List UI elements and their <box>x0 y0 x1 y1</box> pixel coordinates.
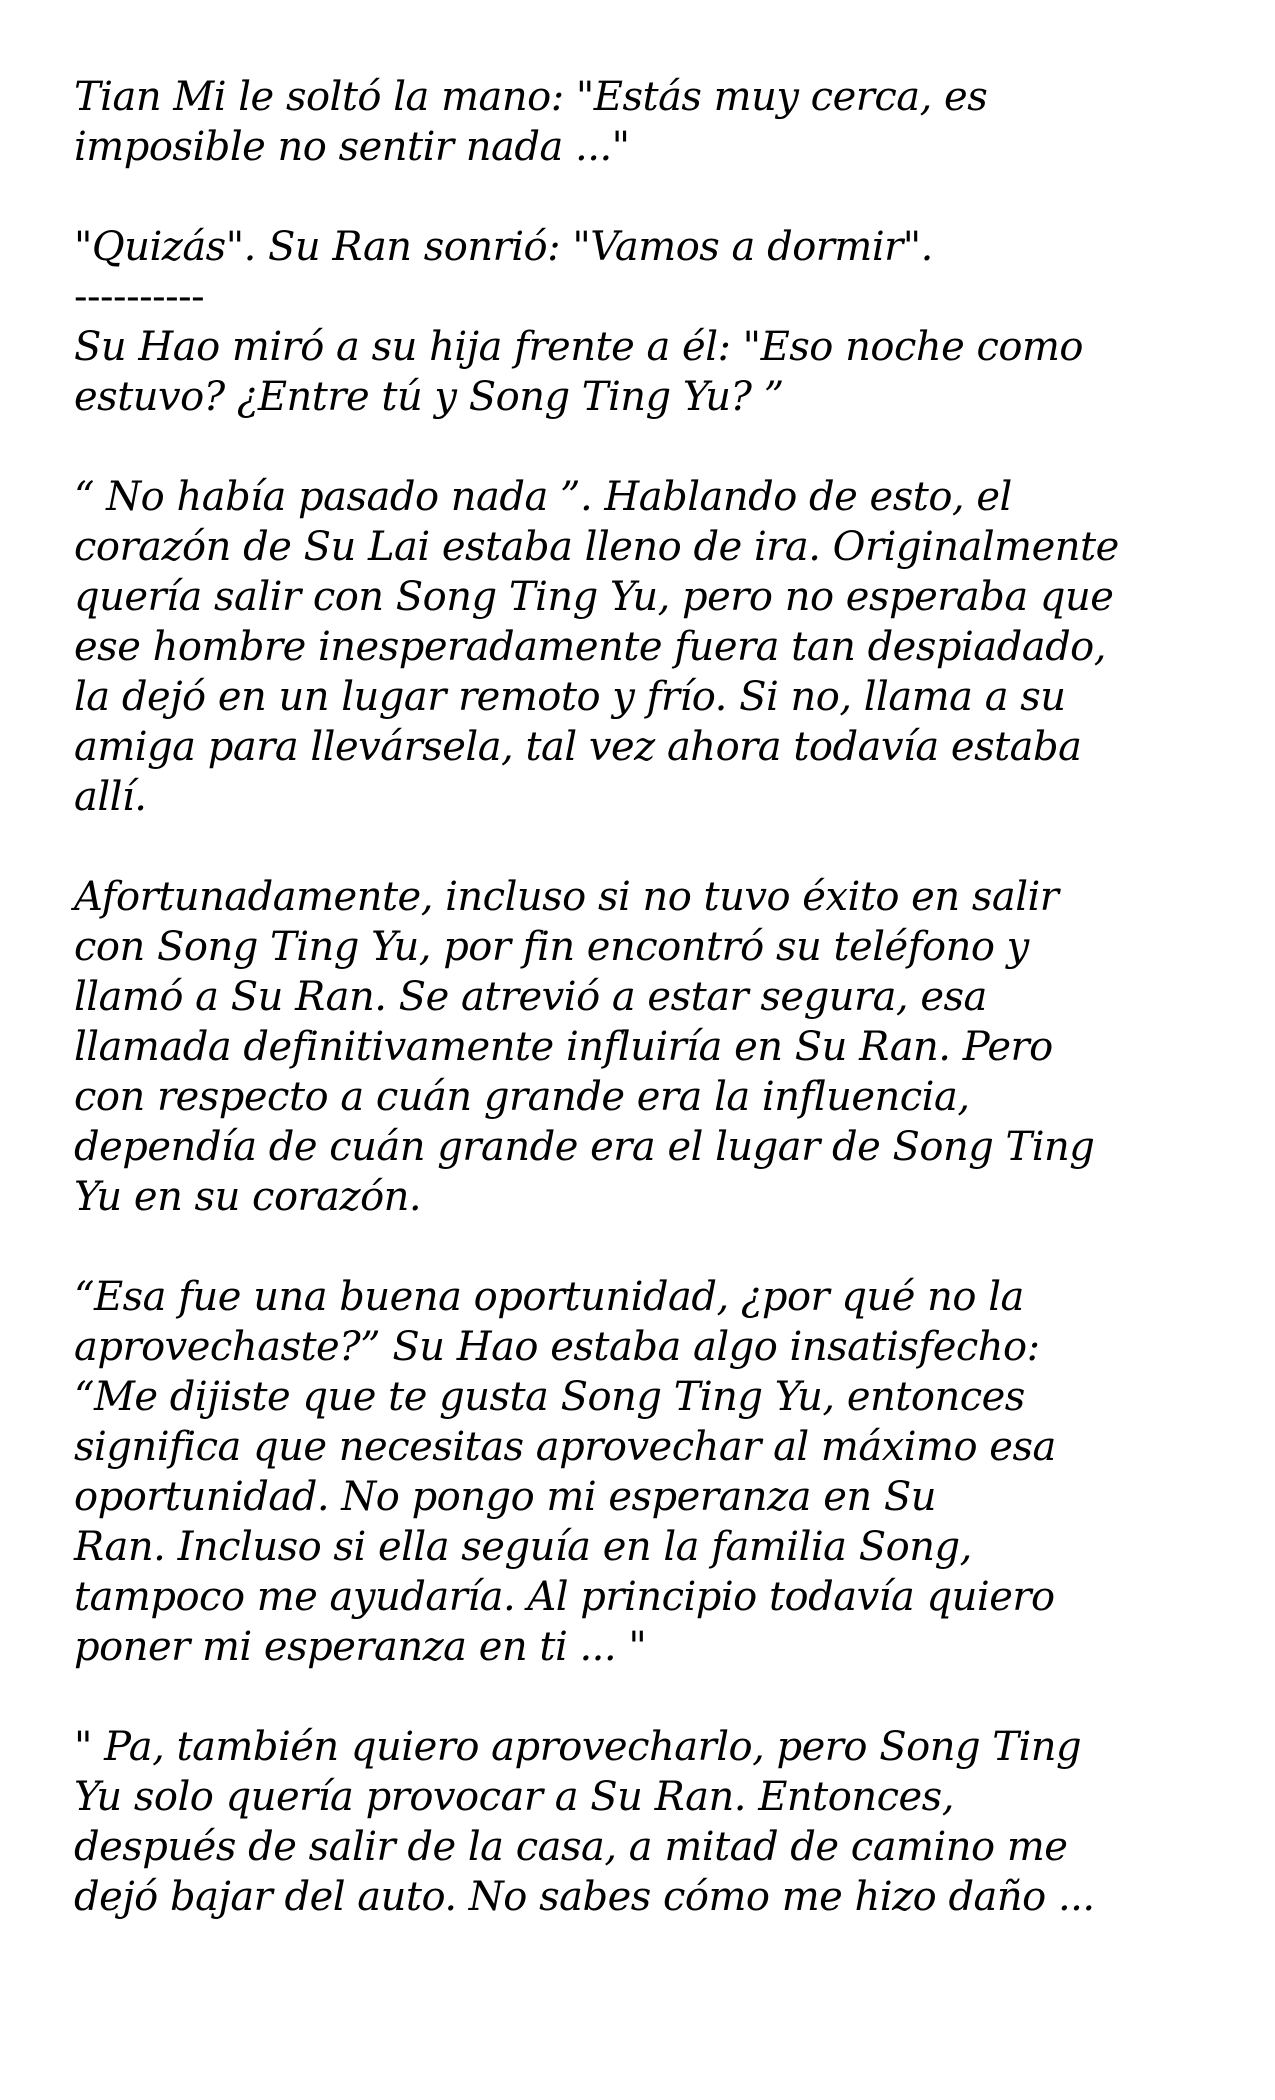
text-line: después de salir de la casa, a mitad de camino me <box>74 1824 1068 1870</box>
text-line: allí. <box>74 774 147 820</box>
paragraph-gap <box>74 1222 1224 1272</box>
text-line: dependía de cuán grande era el lugar de Song Ting <box>74 1124 1095 1170</box>
text-line: “Me dijiste que te gusta Song Ting Yu, entonces <box>74 1374 1025 1420</box>
text-line: Yu en su corazón. <box>74 1174 422 1220</box>
paragraph-gap <box>74 422 1224 472</box>
text-line: llamada definitivamente influiría en Su Ran. Pero <box>74 1024 1053 1070</box>
text-line: Tian Mi le soltó la mano: "Estás muy cerca, es <box>74 74 988 120</box>
paragraph-gap <box>74 822 1224 872</box>
document-page <box>74 72 1224 1922</box>
text-line: significa que necesitas aprovechar al máximo esa <box>74 1424 1056 1470</box>
text-line: Ran. Incluso si ella seguía en la familia Song, <box>74 1524 972 1570</box>
text-line: llamó a Su Ran. Se atrevió a estar segura, esa <box>74 974 987 1020</box>
text-line: con respecto a cuán grande era la influencia, <box>74 1074 970 1120</box>
paragraph-4 <box>74 472 1224 822</box>
text-line: corazón de Su Lai estaba lleno de ira. Originalmente <box>74 524 1119 570</box>
text-line: Yu solo quería provocar a Su Ran. Entonces, <box>74 1774 954 1820</box>
text-line: quería salir con Song Ting Yu, pero no esperaba que <box>74 574 1114 620</box>
paragraph-1 <box>74 72 1224 172</box>
text-line: con Song Ting Yu, por fin encontró su teléfono y <box>74 924 1029 970</box>
text-line: aprovechaste?” Su Hao estaba algo insatisfecho: <box>74 1324 1040 1370</box>
paragraph-5 <box>74 872 1224 1222</box>
paragraph-7 <box>74 1722 1224 1922</box>
paragraph-gap <box>74 172 1224 222</box>
text-line: imposible no sentir nada ..." <box>74 124 630 170</box>
text-line: "Quizás". Su Ran sonrió: "Vamos a dormir". <box>74 224 933 270</box>
text-line: estuvo? ¿Entre tú y Song Ting Yu? ” <box>74 374 784 420</box>
text-line: Su Hao miró a su hija frente a él: "Eso noche como <box>74 324 1083 370</box>
paragraph-6 <box>74 1272 1224 1672</box>
text-line: amiga para llevársela, tal vez ahora todavía estaba <box>74 724 1082 770</box>
text-line: dejó bajar del auto. No sabes cómo me hizo daño ... <box>74 1874 1095 1920</box>
text-line: tampoco me ayudaría. Al principio todavía quiero <box>74 1574 1055 1620</box>
text-line: “Esa fue una buena oportunidad, ¿por qué no la <box>74 1274 1024 1320</box>
text-line: “ No había pasado nada ”. Hablando de esto, el <box>74 474 1012 520</box>
text-line: " Pa, también quiero aprovecharlo, pero Song Ting <box>74 1724 1082 1770</box>
paragraph-2 <box>74 222 1224 272</box>
paragraph-gap <box>74 1672 1224 1722</box>
text-line: ese hombre inesperadamente fuera tan despiadado, <box>74 624 1106 670</box>
paragraph-3 <box>74 272 1224 422</box>
text-line: la dejó en un lugar remoto y frío. Si no, llama a su <box>74 674 1066 720</box>
text-line: oportunidad. No pongo mi esperanza en Su <box>74 1474 937 1520</box>
section-divider: ---------- <box>74 274 205 320</box>
text-line: poner mi esperanza en ti ... " <box>74 1624 647 1670</box>
text-line: Afortunadamente, incluso si no tuvo éxito en salir <box>74 874 1059 920</box>
